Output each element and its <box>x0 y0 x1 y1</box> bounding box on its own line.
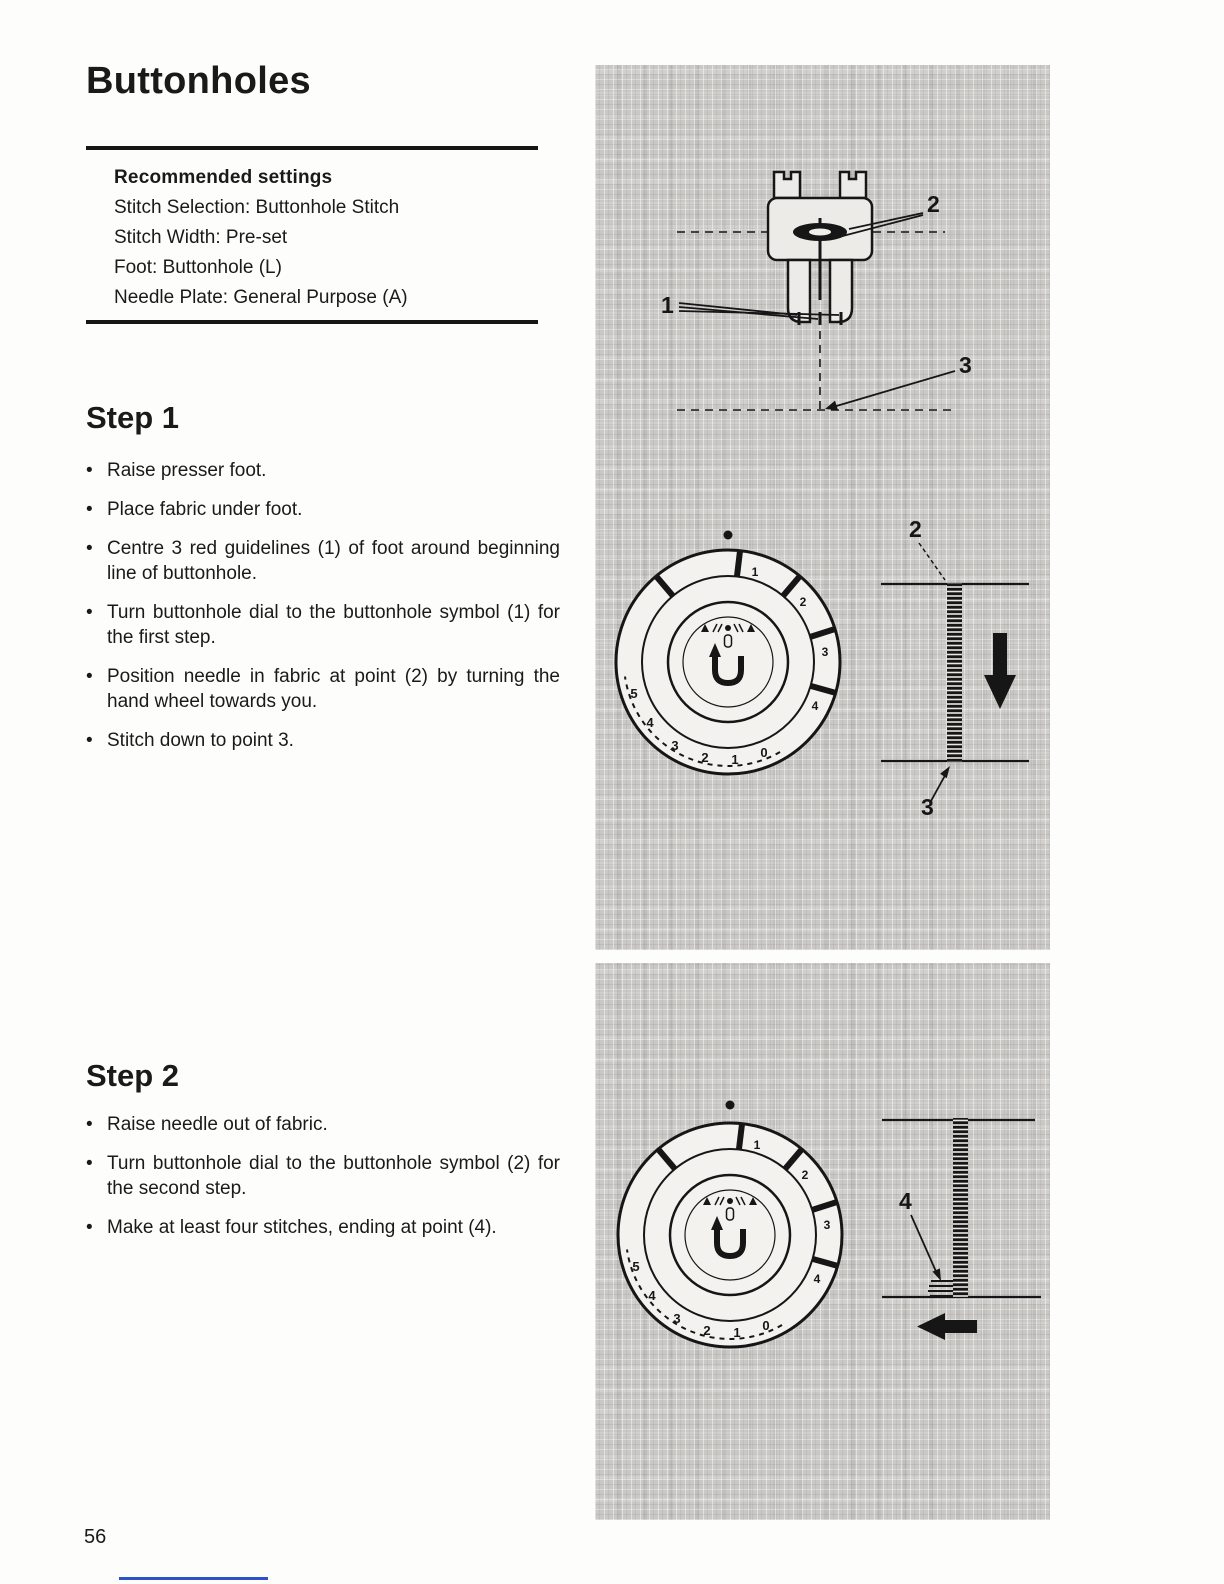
leader-3-arrowhead <box>825 401 838 411</box>
setting-foot: Foot: Buttonhole (L) <box>114 257 282 278</box>
stitch-leader-3-arrowhead <box>940 766 950 778</box>
stitch-leader-4-arrowhead <box>933 1268 942 1281</box>
dial-number-5: 5 <box>632 1259 640 1274</box>
setting-stitch-width: Stitch Width: Pre-set <box>114 227 288 248</box>
step2-bullet-3: • Make at least four stitches, ending at point (4). <box>86 1215 560 1240</box>
dial-number-0: 0 <box>760 745 768 760</box>
footer-accent-line <box>119 1577 268 1580</box>
stitch-direction-left-arrow-icon <box>917 1313 977 1340</box>
dial-index-dot <box>726 1101 735 1110</box>
dial-mark-4: 4 <box>811 699 819 713</box>
dial-number-1: 1 <box>731 752 739 767</box>
step2-bullet-2: • Turn buttonhole dial to the buttonhole symbol (2) for the second step. <box>86 1151 560 1201</box>
figure-panel-step1 <box>595 65 1050 950</box>
dial-number-1: 1 <box>733 1325 741 1340</box>
foot-label-2: 2 <box>927 191 940 217</box>
step1-bullet-4: • Turn buttonhole dial to the buttonhole symbol (1) for the first step. <box>86 600 560 650</box>
foot-label-3: 3 <box>959 352 972 378</box>
stitch-label-4: 4 <box>899 1188 912 1214</box>
dial-mark-4: 4 <box>813 1272 821 1286</box>
dial-number-5: 5 <box>630 686 638 701</box>
divider-top <box>86 146 538 150</box>
page-title: Buttonholes <box>86 60 311 102</box>
stitch-leader-2 <box>919 543 945 580</box>
dial-mark-2: 2 <box>801 1168 809 1182</box>
dial-mark-3: 3 <box>823 1218 831 1232</box>
setting-stitch-selection: Stitch Selection: Buttonhole Stitch <box>114 197 400 218</box>
dial-index-dot <box>724 531 733 540</box>
foot-prong-left <box>774 172 800 198</box>
stitch-direction-down-arrow-icon <box>984 633 1016 709</box>
step1-bullet-1: • Raise presser foot. <box>86 458 560 483</box>
dial-number-2: 2 <box>701 750 709 765</box>
step2-figure <box>595 963 1050 1520</box>
step1-heading: Step 1 <box>86 400 180 435</box>
dial-number-4: 4 <box>646 715 654 730</box>
dial-number-2: 2 <box>703 1323 711 1338</box>
buttonhole-dial <box>616 550 840 774</box>
bar-tack-stitches <box>928 1281 953 1296</box>
dial-number-3: 3 <box>673 1311 681 1326</box>
foot-label-1: 1 <box>661 292 674 318</box>
needle-clamp-slot <box>809 229 831 236</box>
settings-heading: Recommended settings <box>114 167 333 188</box>
dial-number-3: 3 <box>671 738 679 753</box>
step1-bullet-3: • Centre 3 red guidelines (1) of foot around beginning line of buttonhole. <box>86 536 560 586</box>
buttonhole-dial <box>618 1123 842 1347</box>
dial-number-4: 4 <box>648 1288 656 1303</box>
stitch-label-2: 2 <box>909 516 922 542</box>
dial-outer-ring <box>616 550 840 774</box>
foot-prong-right <box>840 172 866 198</box>
step1-bullet-5: • Position needle in fabric at point (2) by turning the hand wheel towards you. <box>86 664 560 714</box>
divider-bottom <box>86 320 538 324</box>
dial-number-0: 0 <box>762 1318 770 1333</box>
step2-bullet-1: • Raise needle out of fabric. <box>86 1112 560 1137</box>
page-number: 56 <box>84 1526 107 1548</box>
stitch-label-3: 3 <box>921 794 934 820</box>
step1-figure <box>595 65 1050 950</box>
presser-foot <box>768 172 872 325</box>
dial-mark-3: 3 <box>821 645 829 659</box>
stitch-leader-4 <box>911 1215 938 1276</box>
stitch-column <box>953 1118 968 1298</box>
dial-outer-ring <box>618 1123 842 1347</box>
step1-bullet-6: • Stitch down to point 3. <box>86 728 560 753</box>
figure-panel-step2 <box>595 963 1050 1520</box>
recommended-settings-box <box>114 163 550 313</box>
dial-mark-2: 2 <box>799 595 807 609</box>
setting-needle-plate: Needle Plate: General Purpose (A) <box>114 287 408 308</box>
dial-mark-1: 1 <box>751 565 759 579</box>
leader-3 <box>833 371 955 407</box>
step2-bullet-list <box>86 1112 560 1254</box>
step2-heading: Step 2 <box>86 1058 180 1093</box>
stitch-column <box>947 583 962 762</box>
step1-bullet-2: • Place fabric under foot. <box>86 497 560 522</box>
dial-mark-1: 1 <box>753 1138 761 1152</box>
step1-bullet-list <box>86 458 560 767</box>
